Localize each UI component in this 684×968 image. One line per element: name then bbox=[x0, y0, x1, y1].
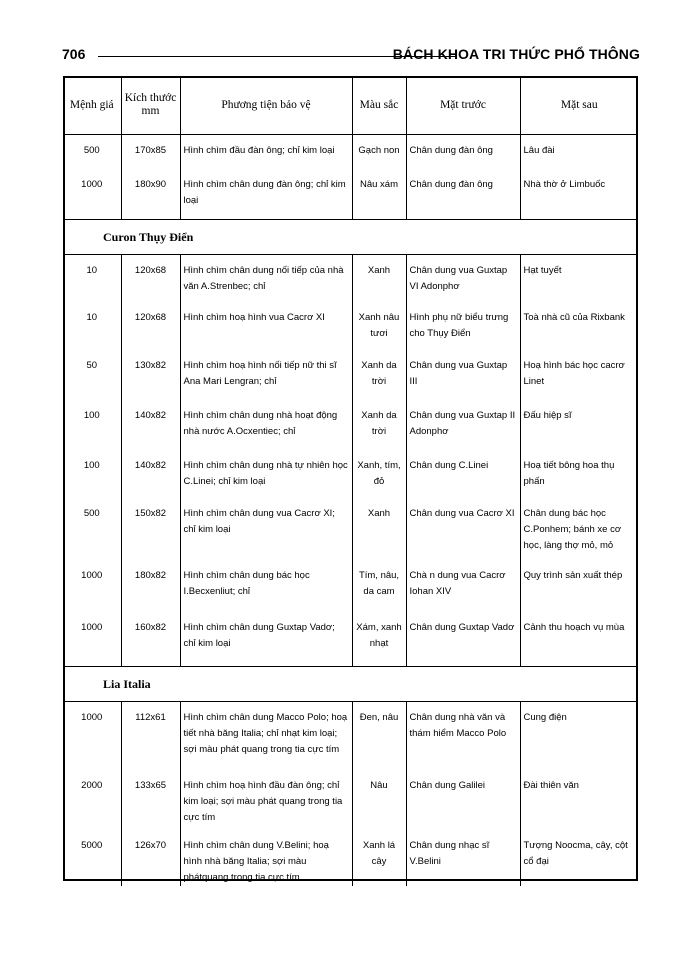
denomination-cell: 1000 bbox=[81, 622, 103, 633]
denomination-cell: 100 bbox=[83, 460, 100, 471]
security-cell: Hình chìm đầu đàn ông; chỉ kim loại bbox=[180, 135, 352, 169]
back-cell: Toà nhà cũ của Rixbank bbox=[520, 302, 638, 350]
front-cell: Chân dung vua Guxtap VI Adonphơ bbox=[406, 254, 520, 302]
front-cell: Hình phụ nữ biểu trưng cho Thụy Điển bbox=[406, 302, 520, 350]
size-cell: 133x65 bbox=[121, 770, 180, 830]
size-cell: 140x82 bbox=[121, 450, 180, 498]
section-title: Lia Italia bbox=[63, 667, 638, 702]
back-cell: Hạt tuyết bbox=[520, 254, 638, 302]
column-header-front: Mặt trước bbox=[406, 76, 520, 135]
table-frame bbox=[63, 76, 638, 881]
back-cell: Lâu đài bbox=[520, 135, 638, 169]
color-cell: Xanh bbox=[352, 498, 406, 560]
color-cell: Nâu xám bbox=[352, 169, 406, 209]
denomination-cell: 1000 bbox=[81, 178, 103, 190]
color-cell: Gạch non bbox=[352, 135, 406, 169]
back-cell: Quy trình sản xuất thép bbox=[520, 560, 638, 612]
back-cell: Nhà thờ ở Limbuốc bbox=[520, 169, 638, 209]
back-cell: Hoạ hình bác học cacrơ Linet bbox=[520, 350, 638, 400]
security-cell: Hình chìm chân dung bác học I.Becxenliut; chỉ bbox=[180, 560, 352, 612]
front-cell: Chân dung Galilei bbox=[406, 770, 520, 830]
security-cell: Hình chìm chân dung Macco Polo; hoạ tiết nhà băng Italia; chỉ nhạt kim loại; sợi màu phát quang trong tia cực tím bbox=[180, 702, 352, 770]
color-cell: Xanh da trời bbox=[352, 350, 406, 400]
column-header-color: Màu sắc bbox=[352, 76, 406, 135]
security-cell: Hình chìm chân dung V.Belini; hoạ hình nhà băng Italia; sợi màu phátquang trong tia cực tím bbox=[180, 830, 352, 886]
book-title: BÁCH KHOA TRI THỨC PHỔ THÔNG bbox=[392, 46, 640, 62]
front-cell: Chân dung Guxtap Vadơ bbox=[406, 612, 520, 656]
page-number: 706 bbox=[62, 46, 86, 62]
column-header-back: Mặt sau bbox=[520, 76, 638, 135]
security-cell: Hình chìm chân dung nối tiếp của nhà văn A.Strenbec; chỉ bbox=[180, 254, 352, 302]
column-header-denomination: Mệnh giá bbox=[63, 76, 121, 135]
denomination-cell: 10 bbox=[86, 264, 98, 276]
security-cell: Hình chìm chân dung nhà hoạt động nhà nước A.Ocxentiec; chỉ bbox=[180, 400, 352, 450]
color-cell: Xanh, tím, đỏ bbox=[352, 450, 406, 498]
denomination-cell: 5000 bbox=[81, 839, 103, 851]
size-cell: 120x68 bbox=[121, 254, 180, 302]
back-cell: Hoạ tiết bông hoa thụ phấn bbox=[520, 450, 638, 498]
front-cell: Chân dung vua Guxtap II Adonphơ bbox=[406, 400, 520, 450]
security-cell: Hình chìm hoạ hình vua Cacrơ XI bbox=[180, 302, 352, 350]
size-cell: 150x82 bbox=[121, 498, 180, 560]
size-cell: 130x82 bbox=[121, 350, 180, 400]
size-cell: 170x85 bbox=[121, 135, 180, 169]
front-cell: Chân dung nhà văn và thám hiểm Macco Polo bbox=[406, 702, 520, 770]
size-cell: 180x90 bbox=[121, 169, 180, 209]
color-cell: Tím, nâu, da cam bbox=[352, 560, 406, 612]
security-cell: Hình chìm hoạ hình đầu đàn ông; chỉ kim loại; sợi màu phát quang trong tia cực tím bbox=[180, 770, 352, 830]
size-cell: 140x82 bbox=[121, 400, 180, 450]
denomination-cell: 50 bbox=[86, 360, 98, 371]
security-cell: Hình chìm chân dung đàn ông; chỉ kim loại bbox=[180, 169, 352, 209]
size-cell: 160x82 bbox=[121, 612, 180, 656]
front-cell: Chân dung vua Cacrơ XI bbox=[406, 498, 520, 560]
denomination-cell: 500 bbox=[83, 508, 100, 519]
denomination-cell: 10 bbox=[86, 312, 98, 323]
color-cell: Xanh lá cây bbox=[352, 830, 406, 886]
color-cell: Xanh nâu tươi bbox=[352, 302, 406, 350]
denomination-cell: 1000 bbox=[81, 712, 103, 723]
front-cell: Chà n dung vua Cacrơ Iohan XIV bbox=[406, 560, 520, 612]
denomination-cell: 100 bbox=[83, 410, 100, 421]
front-cell: Chân dung C.Linei bbox=[406, 450, 520, 498]
color-cell: Đen, nâu bbox=[352, 702, 406, 770]
security-cell: Hình chìm chân dung Guxtap Vadơ; chỉ kim loại bbox=[180, 612, 352, 656]
column-header-security: Phương tiện bảo vệ bbox=[180, 76, 352, 135]
back-cell: Đấu hiệp sĩ bbox=[520, 400, 638, 450]
security-cell: Hình chìm chân dung nhà tự nhiên học C.Linei; chỉ kim loại bbox=[180, 450, 352, 498]
column-header-size: Kích thước mm bbox=[121, 76, 180, 135]
color-cell: Nâu bbox=[352, 770, 406, 830]
security-cell: Hình chìm hoạ hình nối tiếp nữ thi sĩ Ana Mari Lengran; chỉ bbox=[180, 350, 352, 400]
page-header bbox=[62, 44, 640, 66]
color-cell: Xanh da trời bbox=[352, 400, 406, 450]
front-cell: Chân dung nhạc sĩ V.Belini bbox=[406, 830, 520, 886]
back-cell: Cung điện bbox=[520, 702, 638, 770]
size-cell: 112x61 bbox=[121, 702, 180, 770]
denomination-cell: 2000 bbox=[81, 779, 103, 791]
size-cell: 180x82 bbox=[121, 560, 180, 612]
front-cell: Chân dung đàn ông bbox=[406, 169, 520, 209]
section-title: Curon Thụy Điển bbox=[63, 219, 638, 254]
size-cell: 126x70 bbox=[121, 830, 180, 886]
security-cell: Hình chìm chân dung vua Cacrơ XI; chỉ kim loại bbox=[180, 498, 352, 560]
color-cell: Xanh bbox=[352, 254, 406, 302]
denomination-cell: 500 bbox=[83, 145, 100, 156]
color-cell: Xám, xanh nhạt bbox=[352, 612, 406, 656]
size-cell: 120x68 bbox=[121, 302, 180, 350]
back-cell: Tượng Noocma, cây, cột cổ đại bbox=[520, 830, 638, 886]
back-cell: Cảnh thu hoạch vụ mùa bbox=[520, 612, 638, 656]
denomination-cell: 1000 bbox=[81, 570, 103, 581]
back-cell: Đài thiên văn bbox=[520, 770, 638, 830]
back-cell: Chân dung bác học C.Ponhem; bánh xe cơ học, làng thợ mỏ, mỏ bbox=[520, 498, 638, 560]
front-cell: Chân dung đàn ông bbox=[406, 135, 520, 169]
front-cell: Chân dung vua Guxtap III bbox=[406, 350, 520, 400]
